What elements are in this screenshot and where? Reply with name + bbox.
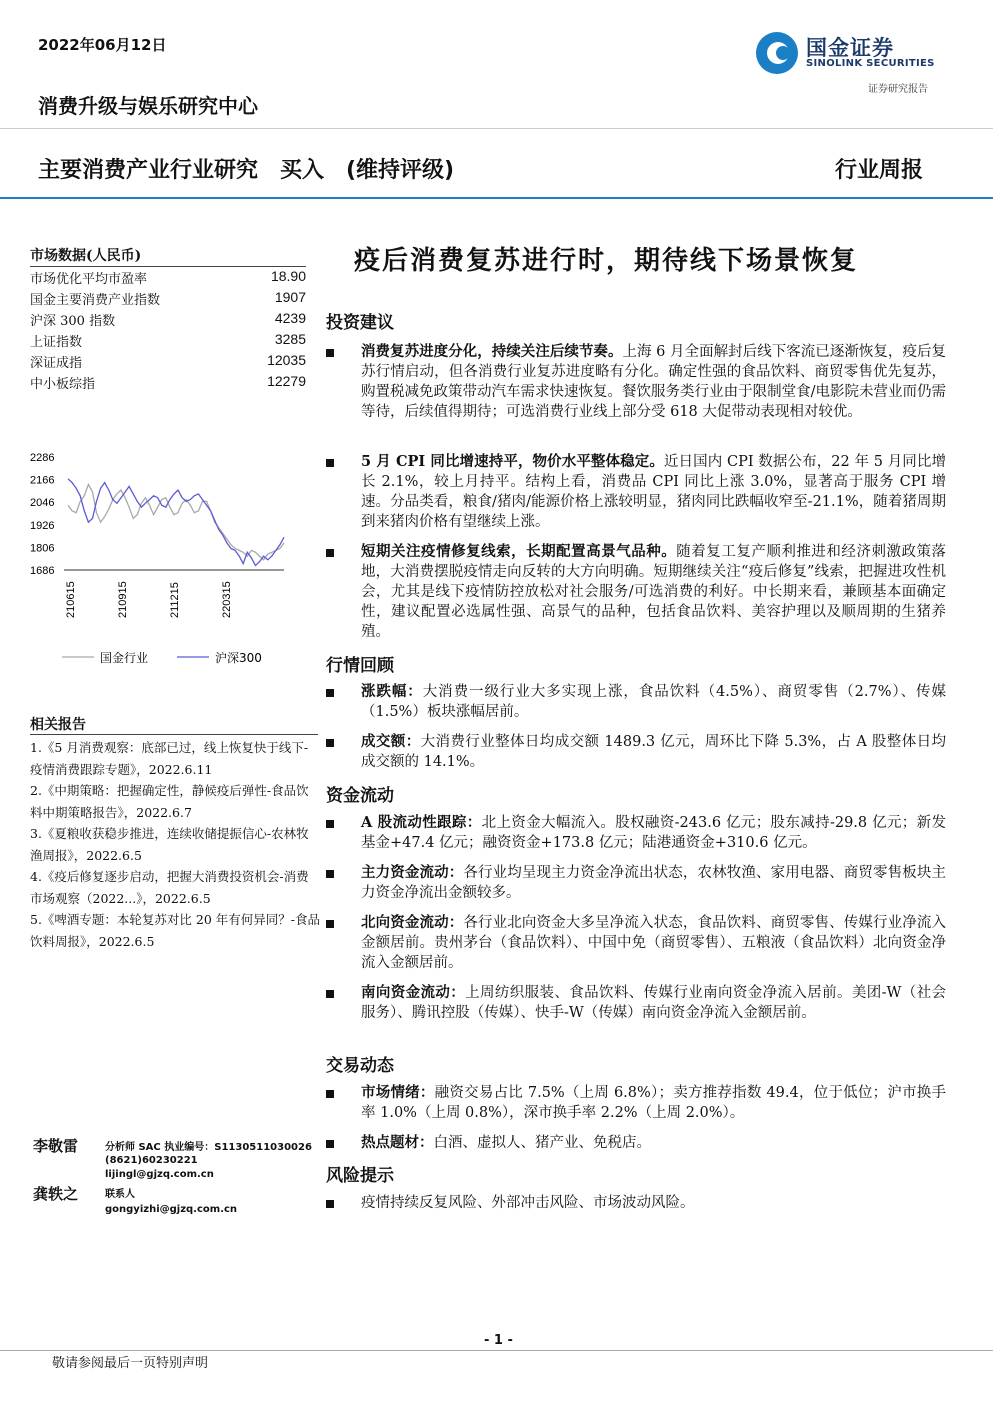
- bullet-square-icon: [326, 1090, 334, 1098]
- bullet-item: [326, 913, 946, 973]
- related-reports-title: 相关报告: [30, 717, 86, 733]
- bullet-item: [326, 452, 946, 532]
- bullet-square-icon: [326, 1140, 334, 1148]
- company-logo: [756, 30, 946, 76]
- y-tick-label: 1926: [30, 519, 55, 532]
- logo-name-en: SINOLINK SECURITIES: [806, 58, 935, 69]
- bullet-body: 大消费一级行业大多实现上涨，食品饮料（4.5%）、商贸零售（2.7%）、传媒（1.5%）板块涨幅居前。: [361, 684, 946, 720]
- report-type: 证券研究报告: [868, 84, 928, 95]
- bullet-head: 市场情绪：: [361, 1084, 435, 1101]
- bullet-head: 成交额：: [361, 733, 421, 750]
- bullet-body: 白酒、虚拟人、猪产业、免税店。: [433, 1135, 651, 1151]
- divider: [0, 1350, 993, 1351]
- divider: [30, 266, 306, 267]
- market-value: 3285: [274, 331, 306, 347]
- related-report-item[interactable]: 1.《5 月消费观察：底部已过，线上恢复快于线下-疫情消费跟踪专题》，2022.6.11: [30, 740, 309, 777]
- bullet-item: [326, 542, 946, 642]
- bullet-head: 北向资金流动：: [361, 914, 464, 931]
- industry-headline: 主要消费产业行业研究 买入 (维持评级): [38, 158, 455, 183]
- report-date: 2022年06月12日: [38, 36, 167, 54]
- bullet-item: [326, 1133, 946, 1153]
- bullet-head: 南向资金流动：: [361, 984, 466, 1001]
- y-tick-label: 2166: [30, 474, 55, 487]
- market-label: 沪深 300 指数: [30, 314, 116, 329]
- market-value: 12035: [267, 352, 306, 368]
- market-label: 中小板综指: [30, 377, 96, 392]
- section-market-review: 行情回顾: [326, 656, 394, 676]
- divider: [0, 128, 993, 129]
- market-value: 1907: [274, 289, 306, 305]
- bullet-square-icon: [326, 990, 334, 998]
- bullet-body: 上海 6 月全面解封后线下客流已逐渐恢复，疫后复苏行情启动，但各消费行业复苏进度略有分化。确定性强的食品饮料、商贸零售优先复苏，购置税减免政策带动汽车需求快速恢复。餐饮服务类行业由于限制堂食/电影院未营业而仍需等待，后续值得期待；可选消费行业线上部分受 618 大促带动表现相对较优。: [361, 344, 947, 420]
- legend-label-industry: 国金行业: [100, 651, 149, 665]
- market-label: 市场优化平均市盈率: [30, 272, 148, 287]
- x-tick-label: 210915: [117, 581, 129, 618]
- analyst-name: 李敬雷: [33, 1137, 79, 1155]
- bullet-square-icon: [326, 820, 334, 828]
- chart-legend: [62, 648, 302, 666]
- bullet-item: [326, 1193, 946, 1213]
- related-report-item[interactable]: 2.《中期策略：把握确定性，静候疫后弹性-食品饮料中期策略报告》，2022.6.7: [30, 783, 309, 820]
- contact-email[interactable]: gongyizhi@gjzq.com.cn: [105, 1204, 238, 1215]
- bullet-square-icon: [326, 1200, 334, 1208]
- related-report-item[interactable]: 5.《啤酒专题：本轮复苏对比 20 年有何异同？-食品饮料周报》，2022.6.5: [30, 912, 321, 949]
- report-kind: 行业周报: [835, 157, 924, 183]
- report-title: 疫后消费复苏进行时，期待线下场景恢复: [354, 246, 859, 276]
- bullet-item: [326, 813, 946, 853]
- y-tick-label: 2046: [30, 497, 55, 510]
- bullet-head: 消费复苏进度分化，持续关注后续节奏。: [361, 343, 623, 360]
- bullet-square-icon: [326, 459, 334, 467]
- bullet-item: [326, 863, 946, 903]
- disclaimer-note: 敬请参阅最后一页特别声明: [52, 1356, 209, 1371]
- market-data-title: 市场数据(人民币): [30, 248, 142, 264]
- bullet-head: 涨跌幅：: [361, 683, 423, 700]
- index-line-chart: [28, 440, 298, 630]
- bullet-body: 融资交易占比 7.5%（上周 6.8%）；卖方推荐指数 49.4，位于低位；沪市换手率 1.0%（上周 0.8%），深市换手率 2.2%（上周 2.0%）。: [361, 1085, 947, 1121]
- market-label: 国金主要消费产业指数: [30, 293, 161, 308]
- bullet-body: 各行业均呈现主力资金净流出状态，农林牧渔、家用电器、商贸零售板块主力资金净流出金额较多。: [361, 865, 947, 901]
- market-row: [30, 289, 306, 310]
- bullet-head: 5 月 CPI 同比增速持平，物价水平整体稳定。: [361, 453, 664, 470]
- divider: [30, 734, 318, 735]
- section-capital: 资金流动: [326, 786, 394, 806]
- divider-blue: [0, 197, 993, 199]
- market-value: 18.90: [270, 268, 306, 284]
- analyst-block: [30, 1135, 320, 1225]
- market-row: [30, 352, 306, 373]
- section-invest: 投资建议: [326, 313, 394, 333]
- analyst-phone: (8621)60230221: [105, 1155, 198, 1166]
- bullet-square-icon: [326, 349, 334, 357]
- bullet-square-icon: [326, 689, 334, 697]
- y-tick-label: 1806: [30, 542, 55, 555]
- legend-label-hs300: 沪深300: [215, 651, 262, 665]
- analyst-sac: 分析师 SAC 执业编号：S1130511030026: [105, 1142, 312, 1153]
- related-report-item[interactable]: 3.《夏粮收获稳步推进，连续收储提振信心-农林牧渔周报》，2022.6.5: [30, 826, 309, 863]
- bullet-body: 各行业北向资金大多呈净流入状态，食品饮料、商贸零售、传媒行业净流入金额居前。贵州茅台（食品饮料）、中国中免（商贸零售）、五粮液（食品饮料）北向资金净流入金额居前。: [361, 915, 947, 971]
- series-line-industry: [68, 485, 284, 560]
- bullet-body: 上周纺织服装、食品饮料、传媒行业南向资金净流入居前。美团-W（社会服务）、腾讯控股（传媒）、快手-W（传媒）南向资金净流入金额居前。: [361, 985, 946, 1021]
- x-tick-label: 211215: [169, 582, 181, 618]
- page-number: - 1 -: [484, 1333, 513, 1348]
- y-tick-label: 1686: [30, 565, 55, 577]
- market-row: [30, 310, 306, 331]
- analyst-email[interactable]: lijingl@gjzq.com.cn: [105, 1169, 214, 1180]
- bullet-square-icon: [326, 870, 334, 878]
- market-row: [30, 268, 306, 289]
- bullet-head: 短期关注疫情修复线索，长期配置高景气品种。: [361, 543, 677, 560]
- bullet-body: 北上资金大幅流入。股权融资-243.6 亿元；股东减持-29.8 亿元；新发基金+47.4 亿元；融资资金+173.8 亿元；陆港通资金+310.6 亿元。: [361, 815, 946, 851]
- bullet-item: [326, 983, 946, 1043]
- bullet-body: 大消费行业整体日均成交额 1489.3 亿元，周环比下降 5.3%，占 A 股整体日均成交额的 14.1%。: [361, 734, 947, 770]
- bullet-item: [326, 682, 946, 722]
- market-label: 上证指数: [30, 335, 83, 350]
- market-value: 12279: [267, 373, 306, 389]
- market-label: 深证成指: [30, 356, 83, 371]
- x-tick-label: 220315: [221, 581, 233, 618]
- bullet-item: [326, 732, 946, 772]
- x-tick-label: 210615: [65, 581, 77, 618]
- bullet-square-icon: [326, 549, 334, 557]
- bullet-body: 疫情持续反复风险、外部冲击风险、市场波动风险。: [361, 1195, 695, 1211]
- market-row: [30, 373, 306, 394]
- section-trading: 交易动态: [326, 1056, 394, 1076]
- logo-name-cn: 国金证券: [806, 36, 894, 60]
- logo-icon: [756, 32, 798, 74]
- bullet-head: 热点题材：: [361, 1134, 434, 1151]
- bullet-square-icon: [326, 739, 334, 747]
- bullet-item: [326, 342, 946, 442]
- y-tick-label: 2286: [30, 452, 55, 464]
- related-report-item[interactable]: 4.《疫后修复逐步启动，把握大消费投资机会-消费市场观察（2022...》，2022.6.5: [30, 869, 309, 906]
- market-row: [30, 331, 306, 352]
- contact-role: 联系人: [105, 1189, 135, 1200]
- research-center: 消费升级与娱乐研究中心: [38, 94, 258, 118]
- bullet-square-icon: [326, 920, 334, 928]
- bullet-head: 主力资金流动：: [361, 864, 464, 881]
- bullet-body: 近日国内 CPI 数据公布，22 年 5 月同比增长 2.1%，较上月持平。结构上看，消费品 CPI 同比上涨 3.0%，显著高于服务 CPI 增速。分品类看，粮食/猪肉/能源价格上涨较明显，猪肉同比跌幅收窄至-21.1%，随着猪周期到来猪肉价格有望继续上涨。: [361, 454, 946, 530]
- section-risk: 风险提示: [326, 1166, 394, 1186]
- contact-name: 龚轶之: [33, 1185, 79, 1203]
- bullet-body: 随着复工复产顺利推进和经济刺激政策落地，大消费摆脱疫情走向反转的大方向明确。短期继续关注“疫后修复”线索，把握进攻性机会，尤其是线下疫情防控放松对社会服务/可选消费的利好。中长期来看，兼顾基本面确定性，建议配置必选属性强、高景气的品种，包括食品饮料、美容护理以及顺周期的生猪养殖。: [361, 544, 947, 640]
- bullet-head: A 股流动性跟踪：: [361, 814, 482, 831]
- market-value: 4239: [274, 310, 306, 326]
- bullet-item: [326, 1083, 946, 1123]
